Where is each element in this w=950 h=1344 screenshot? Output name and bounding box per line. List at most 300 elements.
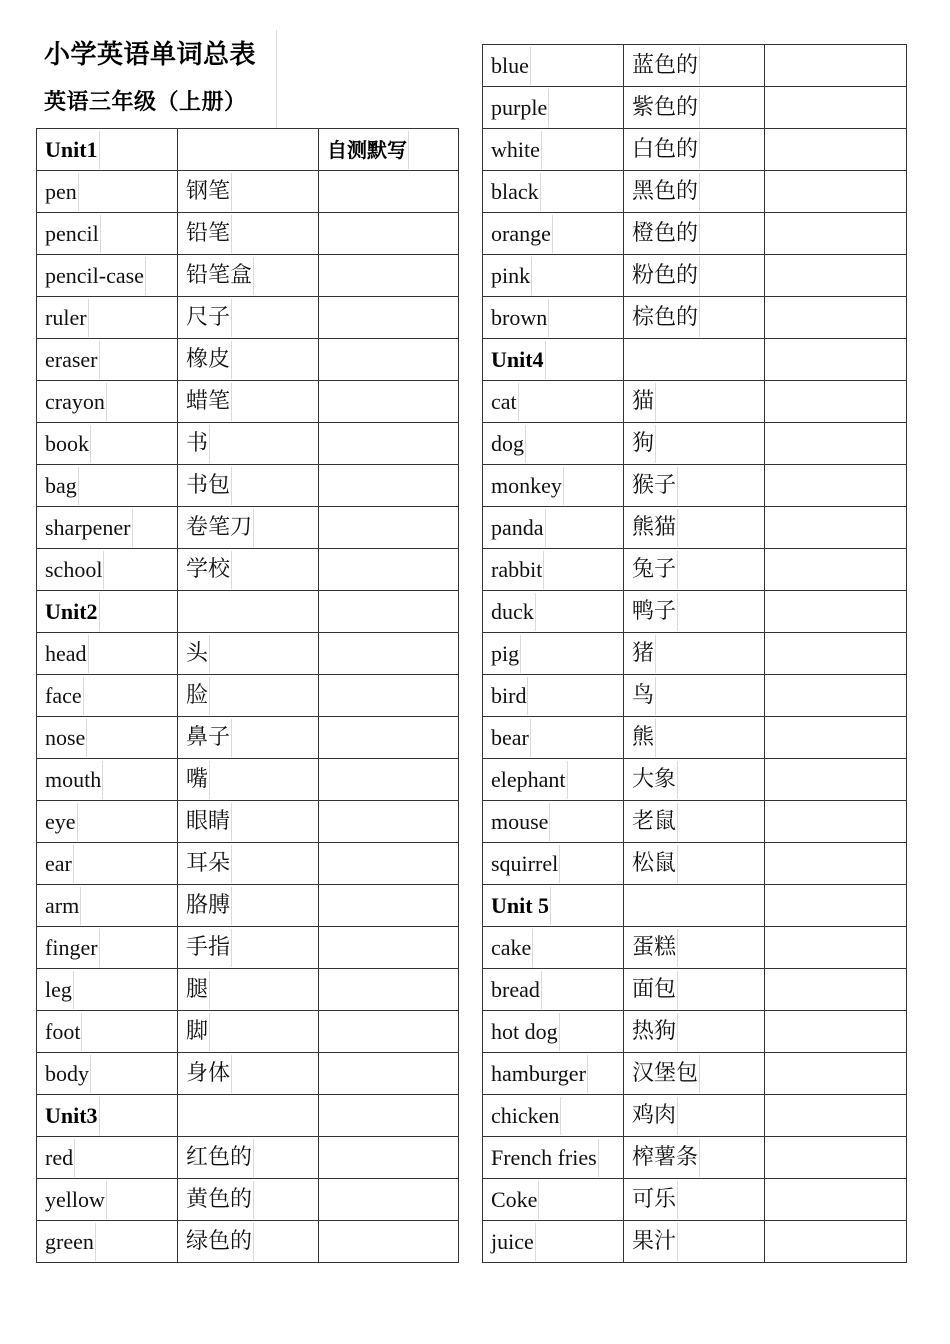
- empty-cell: [765, 339, 907, 381]
- title-block: [44, 30, 277, 128]
- chinese-meaning: 书包: [178, 467, 232, 505]
- english-cell: [483, 633, 624, 675]
- unit-cell: [37, 1095, 178, 1137]
- chinese-meaning: 绿色的: [178, 1223, 254, 1261]
- self-test-blank-cell[interactable]: [765, 255, 907, 297]
- english-word: arm: [37, 887, 81, 925]
- self-test-blank-cell[interactable]: [319, 885, 459, 927]
- unit-label: Unit1: [37, 131, 100, 169]
- word-row: [483, 801, 907, 843]
- self-test-blank-cell[interactable]: [765, 381, 907, 423]
- self-test-blank-cell[interactable]: [765, 1221, 907, 1263]
- word-row: [483, 213, 907, 255]
- self-test-blank-cell[interactable]: [319, 633, 459, 675]
- self-test-blank-cell[interactable]: [319, 423, 459, 465]
- unit-label: Unit 5: [483, 887, 551, 925]
- chinese-meaning: 粉色的: [624, 257, 700, 295]
- english-cell: [483, 1011, 624, 1053]
- english-word: mouth: [37, 761, 103, 799]
- english-cell: [483, 423, 624, 465]
- empty-cell: [178, 129, 319, 171]
- word-row: [37, 1137, 459, 1179]
- empty-cell: [178, 1095, 319, 1137]
- word-row: [483, 423, 907, 465]
- word-row: [483, 1095, 907, 1137]
- chinese-meaning: 脚: [178, 1013, 210, 1051]
- self-test-blank-cell[interactable]: [765, 1053, 907, 1095]
- chinese-cell: [624, 927, 765, 969]
- english-word: nose: [37, 719, 87, 757]
- word-row: [483, 843, 907, 885]
- english-word: squirrel: [483, 845, 560, 883]
- unit-label: Unit2: [37, 593, 100, 631]
- word-row: [37, 297, 459, 339]
- chinese-meaning: 手指: [178, 929, 232, 967]
- chinese-cell: [624, 1179, 765, 1221]
- english-cell: [37, 381, 178, 423]
- self-test-label: 自测默写: [319, 131, 409, 169]
- chinese-cell: [624, 1053, 765, 1095]
- chinese-cell: [624, 297, 765, 339]
- chinese-meaning: 脸: [178, 677, 210, 715]
- english-word: finger: [37, 929, 100, 967]
- english-cell: [483, 45, 624, 87]
- english-word: Coke: [483, 1181, 539, 1219]
- word-row: [483, 1179, 907, 1221]
- chinese-cell: [624, 591, 765, 633]
- english-word: book: [37, 425, 91, 463]
- word-row: [37, 171, 459, 213]
- english-word: head: [37, 635, 89, 673]
- word-row: [483, 1137, 907, 1179]
- english-cell: [483, 255, 624, 297]
- word-row: [37, 675, 459, 717]
- chinese-cell: [624, 1221, 765, 1263]
- chinese-cell: [624, 717, 765, 759]
- empty-cell: [319, 1095, 459, 1137]
- vocab-table-left-body: [37, 129, 459, 1263]
- chinese-cell: [624, 1011, 765, 1053]
- word-row: [37, 255, 459, 297]
- english-word: school: [37, 551, 104, 589]
- self-test-blank-cell[interactable]: [765, 87, 907, 129]
- self-test-blank-cell[interactable]: [765, 927, 907, 969]
- english-word: pencil: [37, 215, 101, 253]
- self-test-blank-cell[interactable]: [765, 297, 907, 339]
- chinese-cell: [178, 1179, 319, 1221]
- chinese-cell: [624, 465, 765, 507]
- vocab-table-right: [482, 44, 907, 1263]
- chinese-meaning: 白色的: [624, 131, 700, 169]
- word-row: [483, 297, 907, 339]
- word-row: [483, 129, 907, 171]
- chinese-meaning: 蜡笔: [178, 383, 232, 421]
- self-test-blank-cell[interactable]: [765, 213, 907, 255]
- english-cell: [37, 801, 178, 843]
- chinese-cell: [624, 843, 765, 885]
- english-word: orange: [483, 215, 553, 253]
- word-row: [37, 759, 459, 801]
- chinese-cell: [624, 381, 765, 423]
- english-word: cake: [483, 929, 533, 967]
- word-row: [37, 801, 459, 843]
- english-word: duck: [483, 593, 536, 631]
- english-word: hot dog: [483, 1013, 560, 1051]
- unit-label: Unit4: [483, 341, 546, 379]
- word-row: [37, 927, 459, 969]
- english-cell: [37, 465, 178, 507]
- chinese-cell: [624, 423, 765, 465]
- english-word: yellow: [37, 1181, 107, 1219]
- self-test-blank-cell[interactable]: [765, 717, 907, 759]
- unit-header-row: [483, 339, 907, 381]
- vocab-table-left: [36, 128, 459, 1263]
- unit-header-row: [483, 885, 907, 927]
- chinese-cell: [178, 549, 319, 591]
- english-word: brown: [483, 299, 549, 337]
- chinese-meaning: 狗: [624, 425, 656, 463]
- word-row: [483, 591, 907, 633]
- word-row: [37, 381, 459, 423]
- english-word: chicken: [483, 1097, 561, 1135]
- chinese-meaning: 紫色的: [624, 89, 700, 127]
- self-test-header-cell: [319, 129, 459, 171]
- self-test-blank-cell[interactable]: [319, 1137, 459, 1179]
- unit-cell: [483, 885, 624, 927]
- self-test-blank-cell[interactable]: [319, 465, 459, 507]
- chinese-meaning: 汉堡包: [624, 1055, 700, 1093]
- chinese-meaning: 书: [178, 425, 210, 463]
- word-row: [483, 969, 907, 1011]
- self-test-blank-cell[interactable]: [319, 1011, 459, 1053]
- english-cell: [483, 1179, 624, 1221]
- chinese-cell: [178, 1053, 319, 1095]
- empty-cell: [178, 591, 319, 633]
- english-cell: [37, 1011, 178, 1053]
- word-row: [483, 1011, 907, 1053]
- chinese-meaning: 身体: [178, 1055, 232, 1093]
- english-cell: [37, 255, 178, 297]
- chinese-meaning: 鸟: [624, 677, 656, 715]
- chinese-meaning: 腿: [178, 971, 210, 1009]
- word-row: [483, 171, 907, 213]
- english-word: ruler: [37, 299, 89, 337]
- self-test-blank-cell[interactable]: [765, 759, 907, 801]
- english-word: juice: [483, 1223, 536, 1261]
- unit-cell: [483, 339, 624, 381]
- chinese-cell: [624, 87, 765, 129]
- chinese-meaning: 胳膊: [178, 887, 232, 925]
- chinese-meaning: 面包: [624, 971, 678, 1009]
- english-word: bird: [483, 677, 528, 715]
- chinese-cell: [178, 339, 319, 381]
- self-test-blank-cell[interactable]: [319, 1053, 459, 1095]
- chinese-cell: [178, 381, 319, 423]
- english-cell: [37, 1137, 178, 1179]
- word-row: [37, 507, 459, 549]
- english-cell: [483, 675, 624, 717]
- word-row: [37, 1053, 459, 1095]
- self-test-blank-cell[interactable]: [319, 297, 459, 339]
- english-word: pencil-case: [37, 257, 146, 295]
- word-row: [483, 255, 907, 297]
- english-cell: [37, 885, 178, 927]
- chinese-meaning: 嘴: [178, 761, 210, 799]
- chinese-meaning: 老鼠: [624, 803, 678, 841]
- english-word: eye: [37, 803, 78, 841]
- self-test-blank-cell[interactable]: [765, 591, 907, 633]
- english-word: black: [483, 173, 541, 211]
- self-test-blank-cell[interactable]: [765, 171, 907, 213]
- self-test-blank-cell[interactable]: [319, 1179, 459, 1221]
- chinese-meaning: 鸡肉: [624, 1097, 678, 1135]
- word-row: [37, 969, 459, 1011]
- chinese-meaning: 铅笔盒: [178, 257, 254, 295]
- self-test-blank-cell[interactable]: [765, 1137, 907, 1179]
- self-test-blank-cell[interactable]: [319, 717, 459, 759]
- chinese-meaning: 榨薯条: [624, 1139, 700, 1177]
- chinese-meaning: 橡皮: [178, 341, 232, 379]
- english-word: pink: [483, 257, 532, 295]
- chinese-cell: [178, 423, 319, 465]
- word-row: [37, 465, 459, 507]
- english-cell: [37, 171, 178, 213]
- chinese-cell: [178, 297, 319, 339]
- english-cell: [483, 1095, 624, 1137]
- english-cell: [37, 297, 178, 339]
- chinese-meaning: 黑色的: [624, 173, 700, 211]
- chinese-cell: [624, 675, 765, 717]
- english-word: hamburger: [483, 1055, 588, 1093]
- english-cell: [37, 759, 178, 801]
- chinese-cell: [624, 507, 765, 549]
- english-word: foot: [37, 1013, 82, 1051]
- self-test-blank-cell[interactable]: [765, 1095, 907, 1137]
- chinese-meaning: 卷笔刀: [178, 509, 254, 547]
- english-cell: [483, 759, 624, 801]
- self-test-blank-cell[interactable]: [319, 381, 459, 423]
- word-row: [483, 1221, 907, 1263]
- chinese-cell: [178, 885, 319, 927]
- chinese-cell: [178, 675, 319, 717]
- self-test-blank-cell[interactable]: [765, 465, 907, 507]
- self-test-blank-cell[interactable]: [765, 1011, 907, 1053]
- chinese-meaning: 蛋糕: [624, 929, 678, 967]
- self-test-blank-cell[interactable]: [319, 1221, 459, 1263]
- self-test-blank-cell[interactable]: [319, 339, 459, 381]
- chinese-cell: [178, 507, 319, 549]
- self-test-blank-cell[interactable]: [765, 45, 907, 87]
- chinese-cell: [178, 465, 319, 507]
- english-cell: [483, 1137, 624, 1179]
- chinese-meaning: 熊: [624, 719, 656, 757]
- word-row: [37, 717, 459, 759]
- chinese-cell: [178, 1137, 319, 1179]
- self-test-blank-cell[interactable]: [319, 507, 459, 549]
- empty-cell: [624, 339, 765, 381]
- word-row: [37, 549, 459, 591]
- chinese-meaning: 松鼠: [624, 845, 678, 883]
- english-word: French fries: [483, 1139, 599, 1177]
- chinese-cell: [624, 45, 765, 87]
- english-cell: [483, 1221, 624, 1263]
- chinese-meaning: 猫: [624, 383, 656, 421]
- chinese-meaning: 猪: [624, 635, 656, 673]
- english-word: red: [37, 1139, 75, 1177]
- self-test-blank-cell[interactable]: [765, 969, 907, 1011]
- word-row: [483, 507, 907, 549]
- english-word: ear: [37, 845, 74, 883]
- chinese-meaning: 学校: [178, 551, 232, 589]
- chinese-meaning: 橙色的: [624, 215, 700, 253]
- chinese-meaning: 钢笔: [178, 173, 232, 211]
- chinese-cell: [178, 927, 319, 969]
- chinese-cell: [178, 969, 319, 1011]
- english-word: elephant: [483, 761, 568, 799]
- english-word: blue: [483, 47, 531, 85]
- english-cell: [37, 717, 178, 759]
- self-test-blank-cell[interactable]: [765, 549, 907, 591]
- english-word: rabbit: [483, 551, 544, 589]
- chinese-cell: [624, 801, 765, 843]
- word-row: [37, 843, 459, 885]
- chinese-meaning: 熊猫: [624, 509, 678, 547]
- chinese-cell: [624, 171, 765, 213]
- english-cell: [483, 87, 624, 129]
- self-test-blank-cell[interactable]: [319, 843, 459, 885]
- self-test-blank-cell[interactable]: [319, 213, 459, 255]
- english-cell: [483, 213, 624, 255]
- unit-cell: [37, 129, 178, 171]
- english-word: dog: [483, 425, 526, 463]
- chinese-meaning: 果汁: [624, 1223, 678, 1261]
- self-test-blank-cell[interactable]: [765, 129, 907, 171]
- word-row: [37, 1179, 459, 1221]
- english-cell: [37, 1221, 178, 1263]
- english-cell: [37, 1053, 178, 1095]
- unit-header-row: [37, 1095, 459, 1137]
- word-row: [483, 1053, 907, 1095]
- chinese-cell: [624, 255, 765, 297]
- english-cell: [483, 549, 624, 591]
- self-test-blank-cell[interactable]: [319, 927, 459, 969]
- english-word: crayon: [37, 383, 107, 421]
- chinese-meaning: 耳朵: [178, 845, 232, 883]
- chinese-cell: [178, 717, 319, 759]
- word-row: [483, 465, 907, 507]
- english-cell: [37, 675, 178, 717]
- self-test-blank-cell[interactable]: [319, 675, 459, 717]
- chinese-meaning: 黄色的: [178, 1181, 254, 1219]
- self-test-blank-cell[interactable]: [319, 969, 459, 1011]
- word-row: [37, 885, 459, 927]
- english-cell: [37, 339, 178, 381]
- self-test-blank-cell[interactable]: [765, 423, 907, 465]
- english-word: pen: [37, 173, 79, 211]
- english-cell: [37, 213, 178, 255]
- english-cell: [483, 129, 624, 171]
- self-test-blank-cell[interactable]: [765, 507, 907, 549]
- english-word: mouse: [483, 803, 550, 841]
- self-test-blank-cell[interactable]: [765, 1179, 907, 1221]
- word-row: [37, 1221, 459, 1263]
- chinese-cell: [624, 1095, 765, 1137]
- english-cell: [37, 969, 178, 1011]
- word-row: [37, 423, 459, 465]
- chinese-cell: [624, 213, 765, 255]
- self-test-blank-cell[interactable]: [765, 843, 907, 885]
- word-row: [483, 549, 907, 591]
- self-test-blank-cell[interactable]: [765, 675, 907, 717]
- chinese-cell: [178, 255, 319, 297]
- chinese-meaning: 鼻子: [178, 719, 232, 757]
- self-test-blank-cell[interactable]: [319, 549, 459, 591]
- self-test-blank-cell[interactable]: [319, 255, 459, 297]
- chinese-meaning: 大象: [624, 761, 678, 799]
- english-cell: [483, 381, 624, 423]
- self-test-blank-cell[interactable]: [319, 801, 459, 843]
- word-row: [483, 87, 907, 129]
- self-test-blank-cell[interactable]: [765, 801, 907, 843]
- english-word: panda: [483, 509, 546, 547]
- english-cell: [483, 465, 624, 507]
- english-word: cat: [483, 383, 519, 421]
- english-word: monkey: [483, 467, 564, 505]
- english-word: sharpener: [37, 509, 133, 547]
- chinese-cell: [624, 129, 765, 171]
- word-row: [37, 339, 459, 381]
- chinese-meaning: 猴子: [624, 467, 678, 505]
- english-cell: [483, 297, 624, 339]
- document-subtitle: 英语三年级（上册）: [44, 90, 247, 115]
- english-cell: [483, 969, 624, 1011]
- english-cell: [37, 549, 178, 591]
- english-cell: [37, 843, 178, 885]
- word-row: [37, 633, 459, 675]
- english-word: face: [37, 677, 84, 715]
- english-cell: [37, 633, 178, 675]
- chinese-cell: [178, 1221, 319, 1263]
- chinese-cell: [624, 759, 765, 801]
- english-word: bear: [483, 719, 531, 757]
- english-word: body: [37, 1055, 91, 1093]
- english-cell: [37, 507, 178, 549]
- empty-cell: [765, 885, 907, 927]
- vocab-table-right-body: [483, 45, 907, 1263]
- english-cell: [483, 801, 624, 843]
- english-word: leg: [37, 971, 74, 1009]
- empty-cell: [624, 885, 765, 927]
- word-row: [483, 381, 907, 423]
- self-test-blank-cell[interactable]: [765, 633, 907, 675]
- word-row: [483, 927, 907, 969]
- chinese-meaning: 可乐: [624, 1181, 678, 1219]
- self-test-blank-cell[interactable]: [319, 171, 459, 213]
- word-row: [483, 45, 907, 87]
- empty-cell: [319, 591, 459, 633]
- self-test-blank-cell[interactable]: [319, 759, 459, 801]
- english-word: white: [483, 131, 542, 169]
- chinese-cell: [178, 633, 319, 675]
- word-row: [483, 675, 907, 717]
- chinese-cell: [178, 1011, 319, 1053]
- english-word: bread: [483, 971, 542, 1009]
- english-cell: [483, 927, 624, 969]
- english-cell: [483, 171, 624, 213]
- word-row: [483, 759, 907, 801]
- word-row: [37, 1011, 459, 1053]
- word-row: [37, 213, 459, 255]
